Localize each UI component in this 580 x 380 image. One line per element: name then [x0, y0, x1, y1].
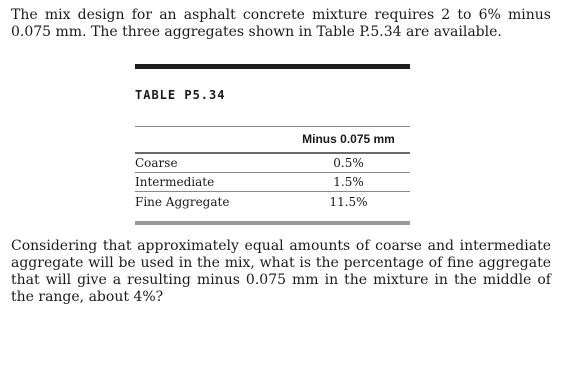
table-row [135, 154, 410, 173]
row-name: Intermediate [135, 175, 215, 189]
row-value: 11.5% [329, 194, 368, 209]
table-column-header-row [135, 127, 410, 151]
row-name: Coarse [135, 156, 178, 170]
table-row [135, 173, 410, 192]
question-paragraph: Considering that approximately equal amounts of coarse and intermediate aggregate will be used in the mix, what is the percentage of fine aggregate that will give a resulting minus 0.075 mm in the mixture in the middle of the range, about 4%? [11, 238, 551, 305]
table-bottom-rule [135, 221, 410, 225]
row-value: 0.5% [333, 156, 364, 170]
row-name: Fine Aggregate [135, 194, 230, 209]
row-value: 1.5% [333, 175, 364, 189]
table-title: TABLE P5.34 [135, 88, 226, 102]
aggregate-table [135, 64, 410, 225]
intro-paragraph: The mix design for an asphalt concrete mixture requires 2 to 6% minus 0.075 mm. The three aggregates shown in Table P.5.34 are available. [11, 7, 551, 40]
table-row [135, 192, 410, 211]
table-top-rule [135, 64, 410, 69]
column-header-minus-0075: Minus 0.075 mm [302, 132, 395, 146]
